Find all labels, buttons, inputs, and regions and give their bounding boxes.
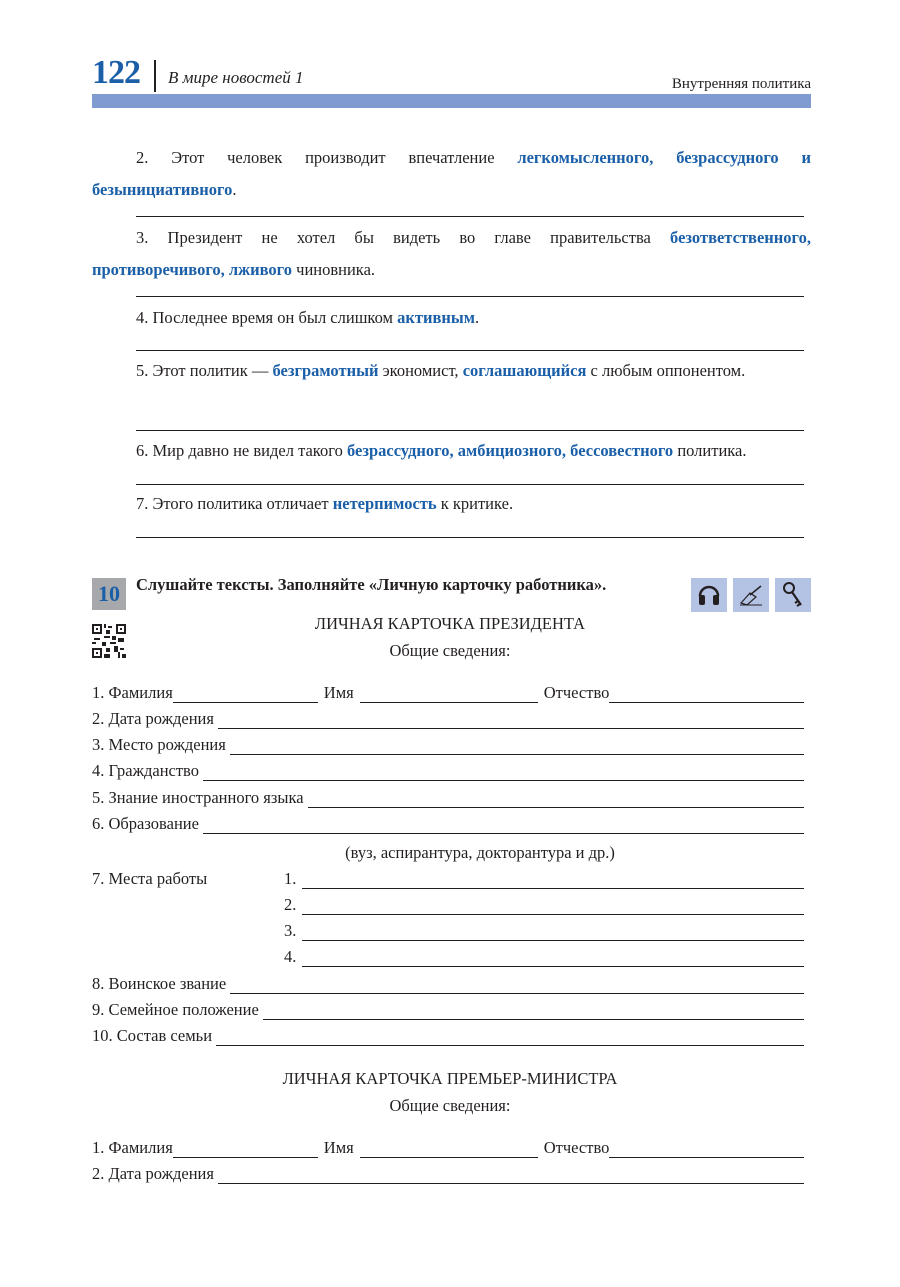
sentence-number: 3. [136, 228, 149, 247]
field-input[interactable] [203, 764, 804, 781]
exercise-instruction: Слушайте тексты. Заполняйте «Личную карточку работника». [136, 575, 607, 594]
field-label: 2. Дата рождения [92, 1164, 214, 1183]
card1-subtitle: Общие сведения: [389, 641, 511, 660]
field-label: 5. Знание иностранного языка [92, 788, 304, 807]
answer-line[interactable] [136, 350, 804, 351]
surname-label: 1. Фамилия [92, 683, 173, 702]
surname-field[interactable] [173, 686, 318, 703]
card2-name-row [92, 1138, 804, 1158]
highlighted-phrase: соглашающийся [462, 361, 587, 380]
patronymic-field[interactable] [609, 686, 804, 703]
surname-label: 1. Фамилия [92, 1138, 173, 1157]
field-label: 4. Гражданство [92, 761, 199, 780]
card2-subtitle: Общие сведения: [389, 1096, 511, 1115]
work-row [284, 947, 804, 967]
name-field[interactable] [360, 686, 538, 703]
key-icon[interactable] [775, 578, 811, 612]
work-label: 7. Места работы [92, 869, 208, 888]
work-row [284, 921, 804, 941]
name-label: Имя [323, 683, 354, 702]
sentence-number: 5. [136, 361, 149, 380]
field-input[interactable] [308, 791, 804, 808]
book-title: В мире новостей 1 [168, 68, 304, 87]
education-note: (вуз, аспирантура, докторантура и др.) [345, 843, 615, 862]
headphones-icon[interactable] [691, 578, 727, 612]
field-label: 3. Место рождения [92, 735, 226, 754]
card1-field-row [92, 788, 804, 808]
sentence-text: Мир давно не видел такого [152, 441, 347, 460]
work-input[interactable] [302, 950, 804, 967]
field-input[interactable] [263, 1003, 804, 1020]
answer-line[interactable] [136, 537, 804, 538]
exercise-number: 10 [92, 578, 126, 610]
card1-field-row [92, 735, 804, 755]
field-label: 9. Семейное положение [92, 1000, 259, 1019]
answer-line[interactable] [136, 484, 804, 485]
sentence [92, 142, 811, 206]
card1-field-row [92, 1000, 804, 1020]
work-label-row [92, 869, 272, 889]
sentence-text: Этот политик — [152, 361, 273, 380]
highlighted-phrase: безграмотный [272, 361, 379, 380]
sentence-text: с любым оппонентом. [586, 361, 746, 380]
card1-field-row [92, 761, 804, 781]
card1-field-row [92, 974, 804, 994]
sentence-text: . [232, 180, 237, 199]
sentence-text: к критике. [436, 494, 514, 513]
sentence [92, 488, 811, 520]
highlighted-phrase: безрассудного, амбициозного, бессовестного [346, 441, 674, 460]
sentence [92, 302, 811, 334]
sentence-number: 2. [136, 148, 149, 167]
work-item-number: 2. [284, 895, 297, 914]
field-input[interactable] [216, 1029, 804, 1046]
writing-hand-icon[interactable] [733, 578, 769, 612]
field-input[interactable] [230, 738, 804, 755]
sentence-text: чиновника. [292, 260, 376, 279]
patronymic-field[interactable] [609, 1141, 804, 1158]
page-header [92, 54, 811, 92]
header-divider [154, 60, 156, 92]
highlighted-phrase: безответственного, противоречивого, лживого [92, 228, 811, 279]
card2-field-row [92, 1164, 804, 1184]
card1-field-row [92, 814, 804, 834]
highlighted-phrase: активным [397, 308, 475, 327]
sentence-text: Последнее время он был слишком [152, 308, 398, 327]
sentence-text: Президент не хотел бы видеть во главе правительства [167, 228, 671, 247]
card1-field-row [92, 1026, 804, 1046]
work-input[interactable] [302, 898, 804, 915]
field-label: 2. Дата рождения [92, 709, 214, 728]
sentence-text: . [475, 308, 480, 327]
sentence-number: 7. [136, 494, 149, 513]
answer-line[interactable] [136, 296, 804, 297]
sentence-text: Этого политика отличает [152, 494, 333, 513]
highlighted-phrase: нетерпимость [332, 494, 437, 513]
patronymic-label: Отчество [543, 683, 610, 702]
card2-title: ЛИЧНАЯ КАРТОЧКА ПРЕМЬЕР-МИНИСТРА [282, 1069, 618, 1088]
work-input[interactable] [302, 872, 804, 889]
field-label: 8. Воинское звание [92, 974, 227, 993]
header-band [92, 94, 811, 108]
sentence-text: Этот человек производит впечатление [171, 148, 518, 167]
work-input[interactable] [302, 924, 804, 941]
card1-name-row [92, 683, 804, 703]
work-item-number: 3. [284, 921, 297, 940]
name-field[interactable] [360, 1141, 538, 1158]
sentence-number: 6. [136, 441, 149, 460]
answer-line[interactable] [136, 430, 804, 431]
sentence-text: экономист, [378, 361, 463, 380]
answer-line[interactable] [136, 216, 804, 217]
work-row [284, 869, 804, 889]
field-input[interactable] [218, 1167, 804, 1184]
patronymic-label: Отчество [543, 1138, 610, 1157]
page-number: 122 [92, 54, 140, 91]
field-input[interactable] [203, 817, 804, 834]
sentence [92, 355, 811, 387]
surname-field[interactable] [173, 1141, 318, 1158]
field-input[interactable] [218, 712, 804, 729]
work-row [284, 895, 804, 915]
card1-title: ЛИЧНАЯ КАРТОЧКА ПРЕЗИДЕНТА [314, 614, 586, 633]
name-label: Имя [323, 1138, 354, 1157]
sentence-text: политика. [673, 441, 747, 460]
sentence [92, 222, 811, 286]
sentence [92, 435, 811, 467]
highlighted-phrase: легкомысленного, безрассудного и безынициативного [92, 148, 812, 199]
field-label: 10. Состав семьи [92, 1026, 213, 1045]
sentence-number: 4. [136, 308, 149, 327]
field-label: 6. Образование [92, 814, 199, 833]
work-item-number: 4. [284, 947, 297, 966]
section-title: Внутренняя политика [671, 76, 811, 92]
card1-field-row [92, 709, 804, 729]
work-item-number: 1. [284, 869, 297, 888]
field-input[interactable] [230, 977, 804, 994]
